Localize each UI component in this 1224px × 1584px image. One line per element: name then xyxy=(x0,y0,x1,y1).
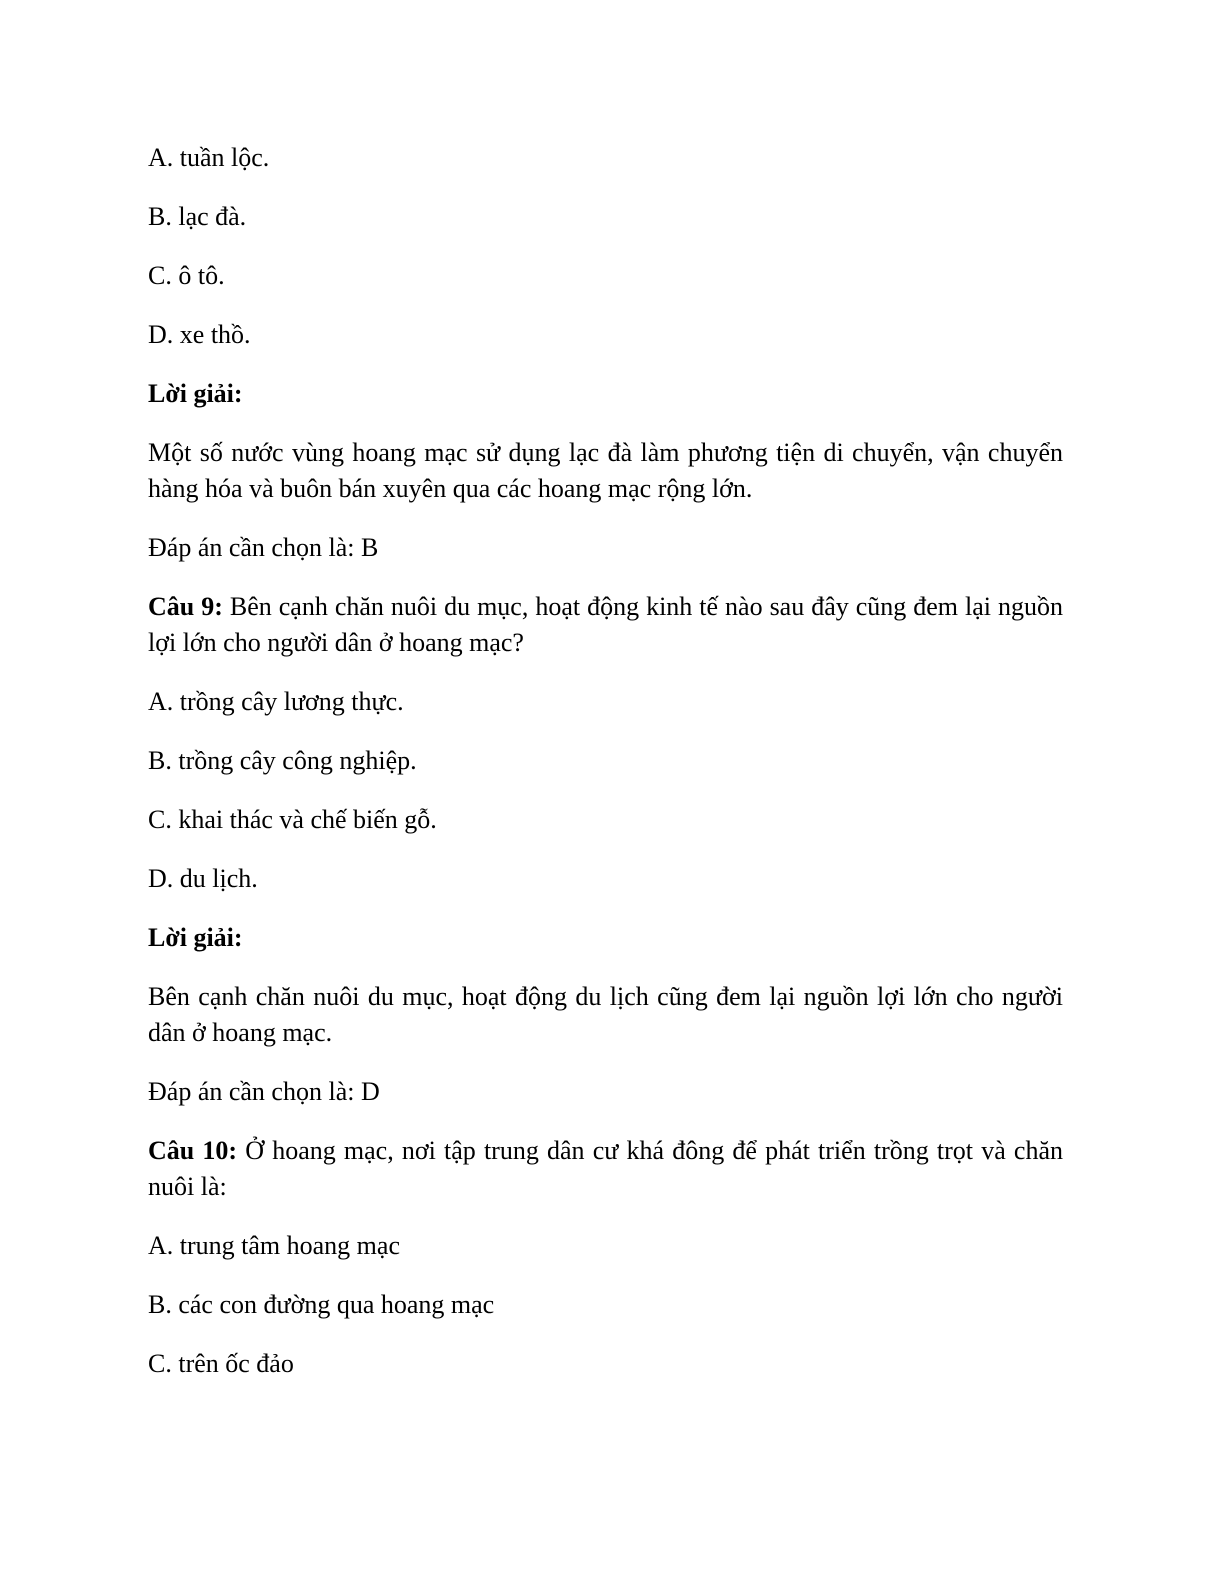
q10-option-c: C. trên ốc đảo xyxy=(148,1349,294,1378)
q8-option-c: C. ô tô. xyxy=(148,261,225,290)
q8-option-d: D. xe thồ. xyxy=(148,320,251,349)
q9-option-d: D. du lịch. xyxy=(148,864,258,893)
q9-answer: Đáp án cần chọn là: D xyxy=(148,1077,380,1106)
q9-solution-text: Bên cạnh chăn nuôi du mục, hoạt động du lịch cũng đem lại nguồn lợi lớn cho người dân ở hoang mạc. xyxy=(148,982,1063,1047)
q10-question xyxy=(148,1133,1063,1205)
q10-label: Câu 10: xyxy=(148,1136,238,1165)
q9-solution-label: Lời giải: xyxy=(148,923,243,952)
q9-option-c: C. khai thác và chế biến gỗ. xyxy=(148,805,437,834)
document-page xyxy=(148,140,1063,1405)
q8-option-b: B. lạc đà. xyxy=(148,202,247,231)
q10-option-b: B. các con đường qua hoang mạc xyxy=(148,1290,495,1319)
q8-option-a: A. tuần lộc. xyxy=(148,143,270,172)
q9-option-b: B. trồng cây công nghiệp. xyxy=(148,746,417,775)
q8-solution-text: Một số nước vùng hoang mạc sử dụng lạc đà làm phương tiện di chuyển, vận chuyển hàng hóa và buôn bán xuyên qua các hoang mạc rộng lớn. xyxy=(148,438,1063,503)
q8-answer: Đáp án cần chọn là: B xyxy=(148,533,379,562)
q9-option-a: A. trồng cây lương thực. xyxy=(148,687,404,716)
q10-text: Ở hoang mạc, nơi tập trung dân cư khá đông để phát triển trồng trọt và chăn nuôi là: xyxy=(148,1136,1063,1201)
q9-question xyxy=(148,589,1063,661)
q8-solution-label: Lời giải: xyxy=(148,379,243,408)
q10-option-a: A. trung tâm hoang mạc xyxy=(148,1231,400,1260)
q9-text: Bên cạnh chăn nuôi du mục, hoạt động kinh tế nào sau đây cũng đem lại nguồn lợi lớn cho người dân ở hoang mạc? xyxy=(148,592,1063,657)
q9-label: Câu 9: xyxy=(148,592,223,621)
